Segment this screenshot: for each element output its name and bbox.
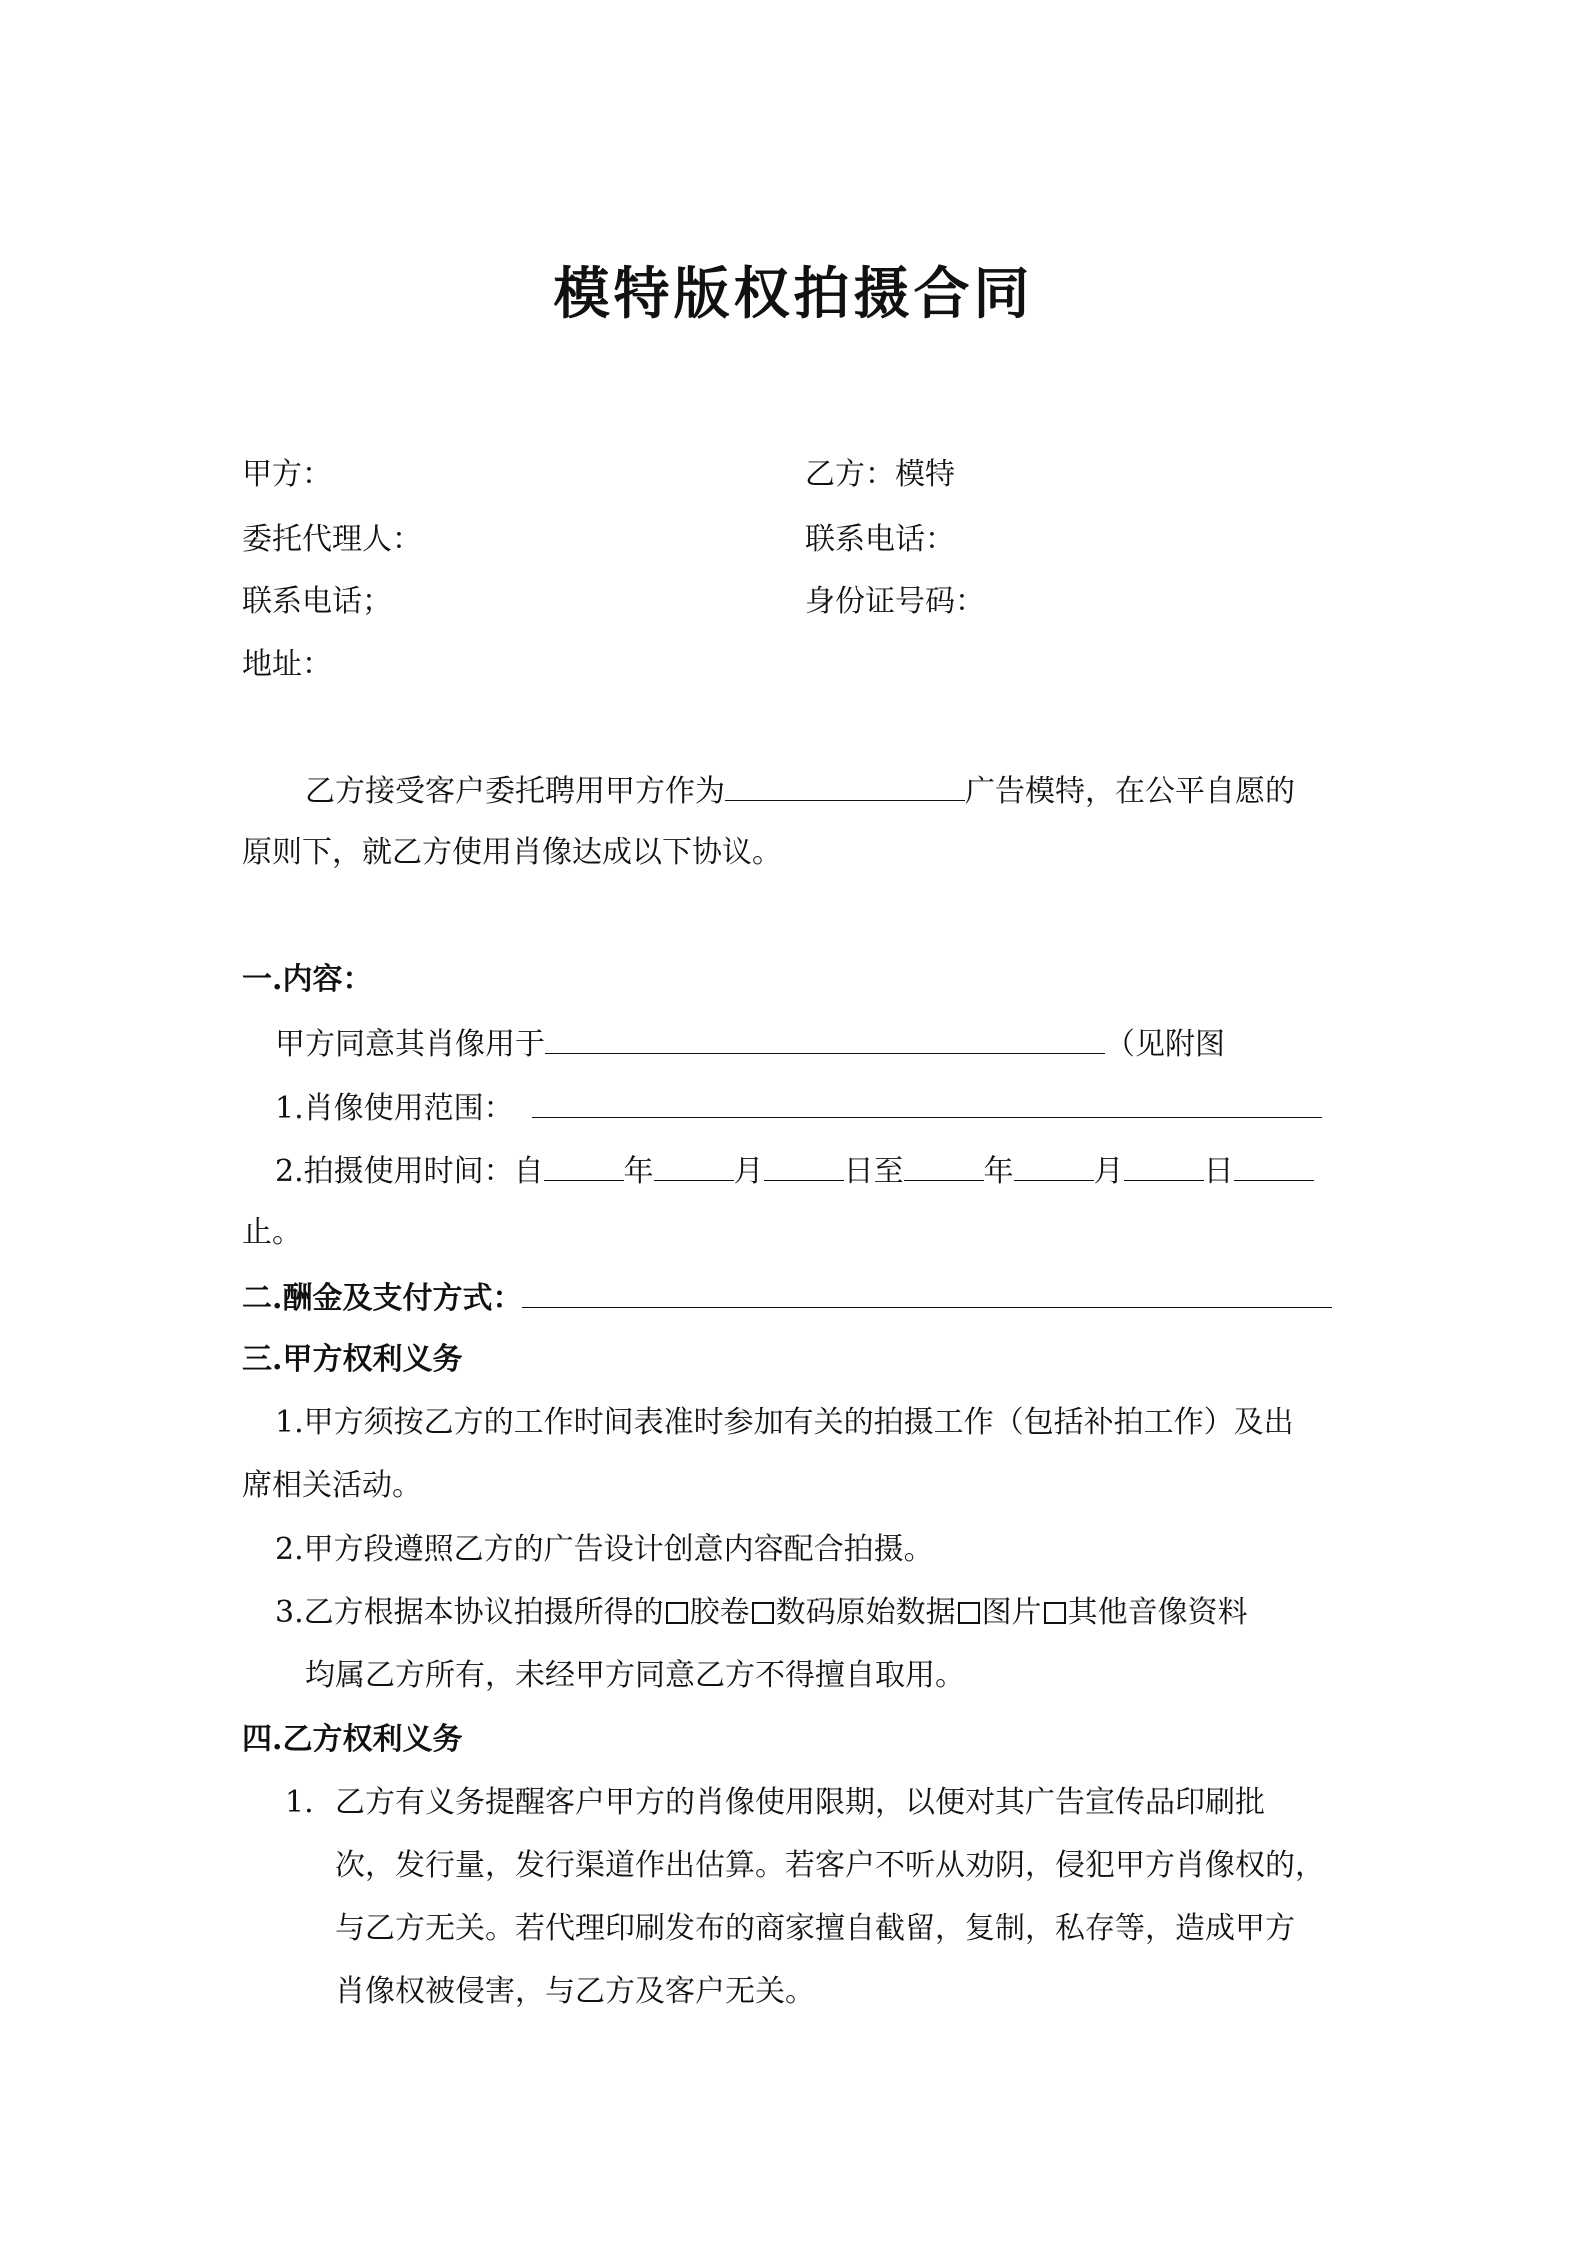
end-month-blank <box>1014 1150 1094 1181</box>
s4-item1-line3: 与乙方无关。若代理印刷发布的商家擅自截留，复制，私存等，造成甲方 <box>335 1911 1295 1946</box>
start-year-blank <box>544 1150 624 1181</box>
day-to-label: 日至 <box>843 1154 904 1189</box>
s3-item3-prefix: 3.乙方根据本协议拍摄所得的 <box>275 1595 664 1630</box>
month-label-2: 月 <box>1093 1154 1124 1189</box>
s4-item1-line1: 乙方有义务提醒客户甲方的肖像使用限期，以便对其广告宣传品印刷批 <box>335 1785 1265 1820</box>
s3-item3-line1 <box>275 1593 1248 1633</box>
film-option: 胶卷 <box>689 1595 750 1630</box>
trailing-blank <box>1234 1150 1314 1181</box>
film-checkbox[interactable] <box>666 1602 688 1624</box>
scope-label: 1.肖像使用范围： <box>275 1091 514 1126</box>
intro-line-1 <box>305 770 1295 812</box>
digital-option: 数码原始数据 <box>775 1595 956 1630</box>
day-label: 日 <box>1203 1154 1234 1189</box>
time-end: 止。 <box>242 1215 302 1250</box>
end-year-blank <box>904 1150 984 1181</box>
intro-text-b: 广告模特，在公平自愿的 <box>965 774 1295 809</box>
agent-label: 委托代理人： <box>242 522 422 557</box>
month-label-1: 月 <box>733 1154 764 1189</box>
usage-line <box>275 1023 1225 1065</box>
payment-blank <box>522 1277 1332 1308</box>
s4-item1-number: 1. <box>285 1785 314 1820</box>
address-label: 地址： <box>242 647 332 682</box>
section-4-heading: 四.乙方权利义务 <box>242 1722 463 1757</box>
phone-a-label: 联系电话； <box>242 584 392 619</box>
usage-blank <box>545 1023 1105 1054</box>
scope-blank <box>532 1087 1322 1118</box>
time-line <box>275 1150 1314 1192</box>
section-1-heading: 一.内容： <box>242 962 373 997</box>
party-a-label: 甲方： <box>242 457 332 492</box>
end-day-blank <box>1124 1150 1204 1181</box>
model-type-blank <box>725 770 965 801</box>
s3-item1-line2: 席相关活动。 <box>242 1468 422 1503</box>
intro-line-2: 原则下，就乙方使用肖像达成以下协议。 <box>242 835 782 870</box>
year-label-1: 年 <box>623 1154 654 1189</box>
phone-b-label: 联系电话： <box>805 522 955 557</box>
document-title: 模特版权拍摄合同 <box>553 261 1034 327</box>
digital-checkbox[interactable] <box>752 1602 774 1624</box>
party-b-label: 乙方：模特 <box>805 457 955 492</box>
s3-item3-line2: 均属乙方所有，未经甲方同意乙方不得擅自取用。 <box>305 1658 965 1693</box>
start-day-blank <box>764 1150 844 1181</box>
start-month-blank <box>654 1150 734 1181</box>
other-media-option: 其他音像资料 <box>1067 1595 1248 1630</box>
time-label: 2.拍摄使用时间：自 <box>275 1154 544 1189</box>
id-number-label: 身份证号码： <box>805 584 985 619</box>
usage-text-b: （见附图 <box>1105 1027 1225 1062</box>
section-2-line <box>242 1277 1332 1319</box>
section-3-heading: 三.甲方权利义务 <box>242 1342 463 1377</box>
other-media-checkbox[interactable] <box>1044 1602 1066 1624</box>
scope-line <box>275 1087 1322 1129</box>
s3-item2: 2.甲方段遵照乙方的广告设计创意内容配合拍摄。 <box>275 1532 934 1567</box>
intro-text-a: 乙方接受客户委托聘用甲方作为 <box>305 774 725 809</box>
usage-text-a: 甲方同意其肖像用于 <box>275 1027 545 1062</box>
year-label-2: 年 <box>983 1154 1014 1189</box>
picture-option: 图片 <box>981 1595 1042 1630</box>
s4-item1-line4: 肖像权被侵害，与乙方及客户无关。 <box>335 1974 815 2009</box>
s3-item1-line1: 1.甲方须按乙方的工作时间表准时参加有关的拍摄工作（包括补拍工作）及出 <box>275 1405 1294 1440</box>
s4-item1-line2: 次，发行量，发行渠道作出估算。若客户不听从劝阴，侵犯甲方肖像权的， <box>335 1848 1325 1883</box>
picture-checkbox[interactable] <box>958 1602 980 1624</box>
section-2-heading: 二.酬金及支付方式： <box>242 1281 523 1316</box>
